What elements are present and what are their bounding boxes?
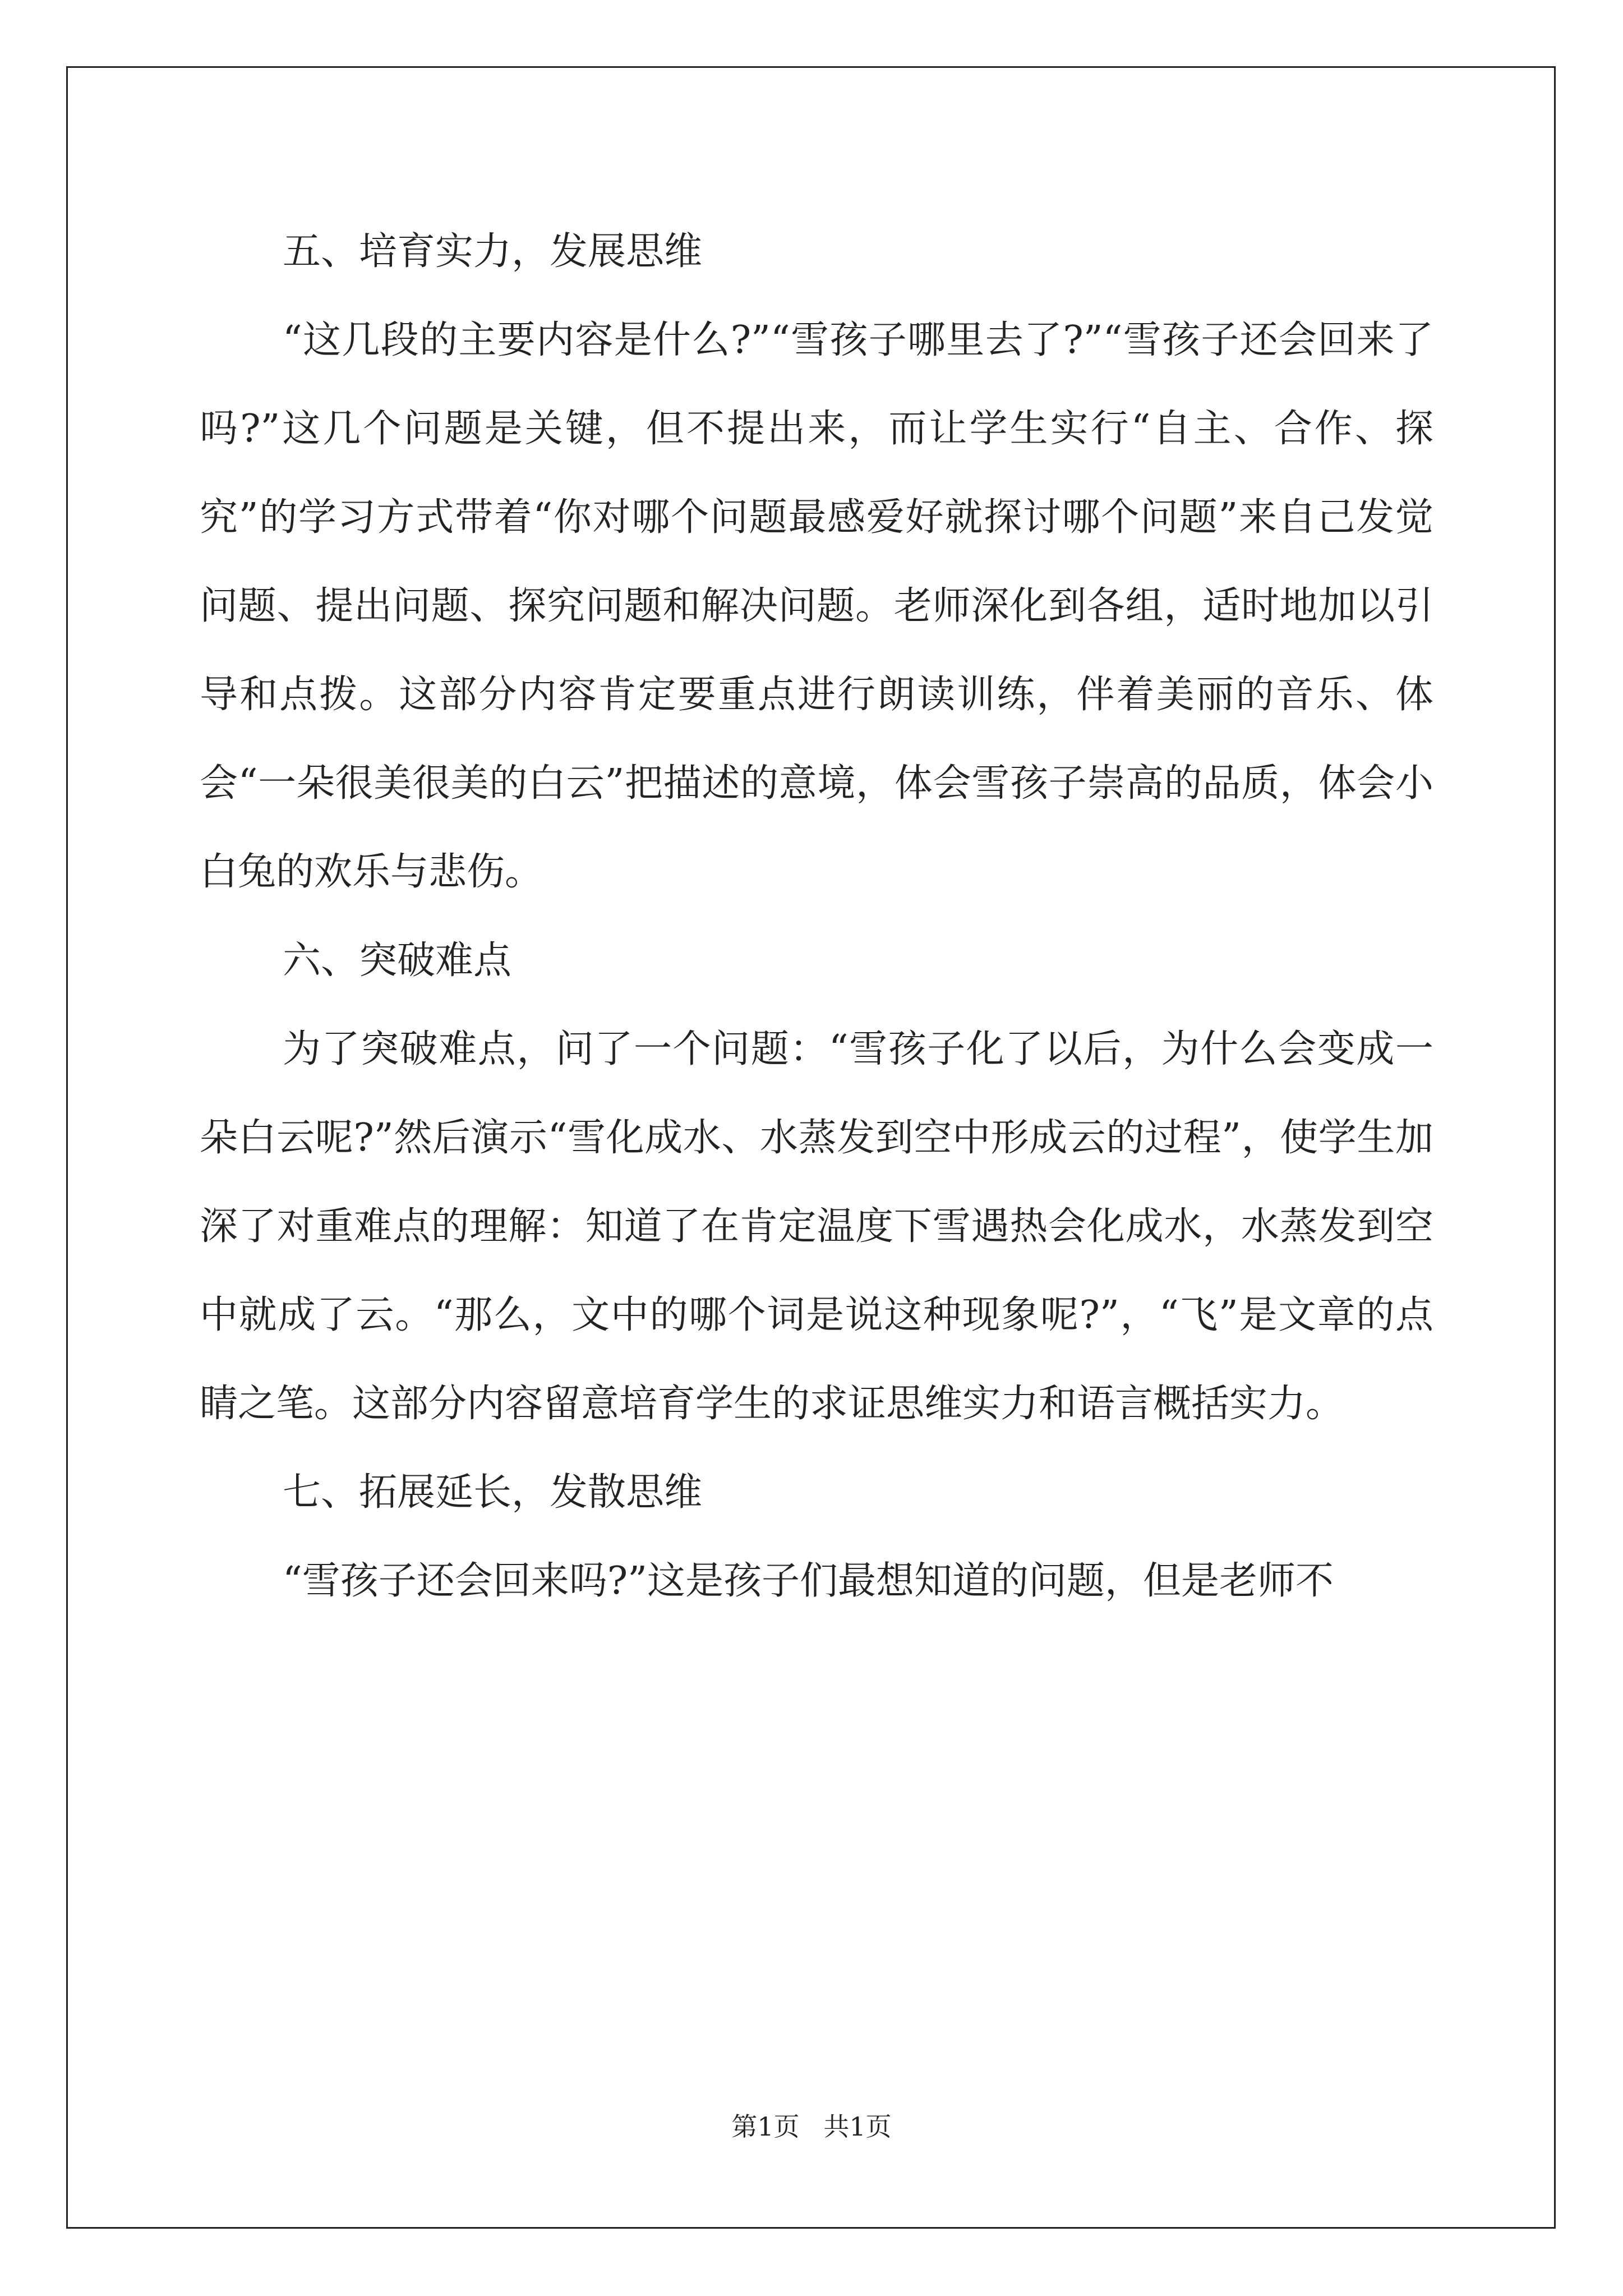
- body-paragraph: 为了突破难点，问了一个问题：“雪孩子化了以后，为什么会变成一朵白云呢?”然后演示“雪化成水、水蒸发到空中形成云的过程”，使学生加深了对重难点的理解：知道了在肯定温度下雪遇热会化成水，水蒸发到空中就成了云。“那么，文中的哪个词是说这种现象呢?”，“飞”是文章的点睛之笔。这部分内容留意培育学生的求证思维实力和语言概括实力。: [200, 1027, 1433, 1426]
- section-heading-6: 六、突破难点: [283, 938, 512, 983]
- body-paragraph: “雪孩子还会回来吗?”这是孩子们最想知道的问题，但是老师不: [283, 1559, 1334, 1603]
- document-body: [200, 208, 1433, 1626]
- section-heading-7: 七、拓展延长，发散思维: [283, 1470, 703, 1515]
- page-number: 第1页: [731, 2111, 800, 2142]
- section-heading-5: 五、培育实力，发展思维: [283, 229, 703, 274]
- page-footer: [0, 2106, 1623, 2143]
- body-paragraph: “这几段的主要内容是什么?”“雪孩子哪里去了?”“雪孩子还会回来了吗?”这几个问题是关键，但不提出来，而让学生实行“自主、合作、探究”的学习方式带着“你对哪个问题最感爱好就探讨哪个问题”来自己发觉问题、提出问题、探究问题和解决问题。老师深化到各组，适时地加以引导和点拨。这部分内容肯定要重点进行朗读训练，伴着美丽的音乐、体会“一朵很美很美的白云”把描述的意境，体会雪孩子崇高的品质，体会小白兔的欢乐与悲伤。: [200, 318, 1433, 894]
- page-total: 共1页: [823, 2111, 892, 2142]
